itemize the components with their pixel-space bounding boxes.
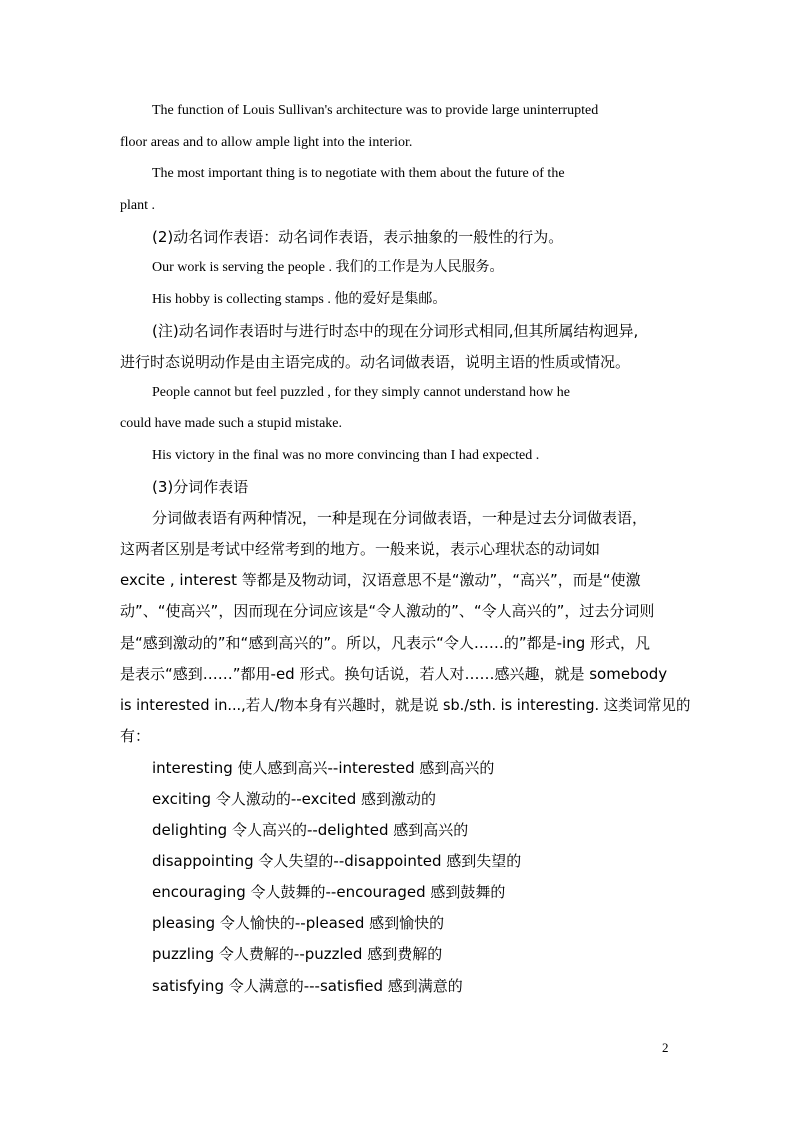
text-line: puzzling 令人费解的--puzzled 感到费解的 bbox=[152, 945, 443, 963]
text-line: satisfying 令人满意的---satisfied 感到满意的 bbox=[152, 977, 463, 995]
text-line: His hobby is collecting stamps . 他的爱好是集邮。 bbox=[152, 292, 447, 307]
text-line: His victory in the final was no more convincing than I had expected . bbox=[152, 448, 540, 463]
text-line: Our work is serving the people . 我们的工作是为人民服务。 bbox=[152, 260, 504, 275]
text-line: 是表示“感到……”都用-ed 形式。换句话说，若人对……感兴趣，就是 somebody bbox=[120, 665, 668, 683]
text-line: 是“感到激动的”和“感到高兴的”。所以，凡表示“令人……的”都是-ing 形式，凡 bbox=[120, 634, 651, 652]
text-line: could have made such a stupid mistake. bbox=[120, 416, 342, 431]
text-line: encouraging 令人鼓舞的--encouraged 感到鼓舞的 bbox=[152, 883, 506, 901]
text-line: (2)动名词作表语：动名词作表语，表示抽象的一般性的行为。 bbox=[152, 228, 564, 246]
text-line: excite , interest 等都是及物动词，汉语意思不是“激动”，“高兴”，而是“使激 bbox=[120, 571, 641, 589]
page-number: 2 bbox=[662, 1040, 669, 1055]
text-line: People cannot but feel puzzled , for they simply cannot understand how he bbox=[152, 385, 570, 400]
text-line: 有： bbox=[120, 727, 151, 745]
text-line: disappointing 令人失望的--disappointed 感到失望的 bbox=[152, 852, 522, 870]
text-line: (注)动名词作表语时与进行时态中的现在分词形式相同,但其所属结构迥异, bbox=[152, 322, 639, 340]
text-line: pleasing 令人愉快的--pleased 感到愉快的 bbox=[152, 914, 445, 932]
text-line: 这两者区别是考试中经常考到的地方。一般来说，表示心理状态的动词如 bbox=[120, 540, 601, 558]
text-line: 动”、“使高兴”，因而现在分词应该是“令人激动的”、“令人高兴的”，过去分词则 bbox=[120, 602, 655, 620]
text-line: is interested in...,若人/物本身有兴趣时，就是说 sb./sth. is interesting. 这类词常见的 bbox=[120, 696, 691, 714]
text-line: interesting 使人感到高兴--interested 感到高兴的 bbox=[152, 759, 495, 777]
text-line: exciting 令人激动的--excited 感到激动的 bbox=[152, 790, 437, 808]
text-line: (3)分词作表语 bbox=[152, 478, 249, 496]
text-line: floor areas and to allow ample light into the interior. bbox=[120, 135, 413, 150]
text-line: delighting 令人高兴的--delighted 感到高兴的 bbox=[152, 821, 469, 839]
text-line: 进行时态说明动作是由主语完成的。动名词做表语，说明主语的性质或情况。 bbox=[120, 353, 631, 371]
text-line: plant . bbox=[120, 198, 155, 213]
text-line: 分词做表语有两种情况，一种是现在分词做表语，一种是过去分词做表语， bbox=[152, 509, 648, 527]
text-line: The most important thing is to negotiate with them about the future of the bbox=[152, 166, 565, 181]
text-line: The function of Louis Sullivan's architecture was to provide large uninterrupted bbox=[152, 103, 599, 118]
